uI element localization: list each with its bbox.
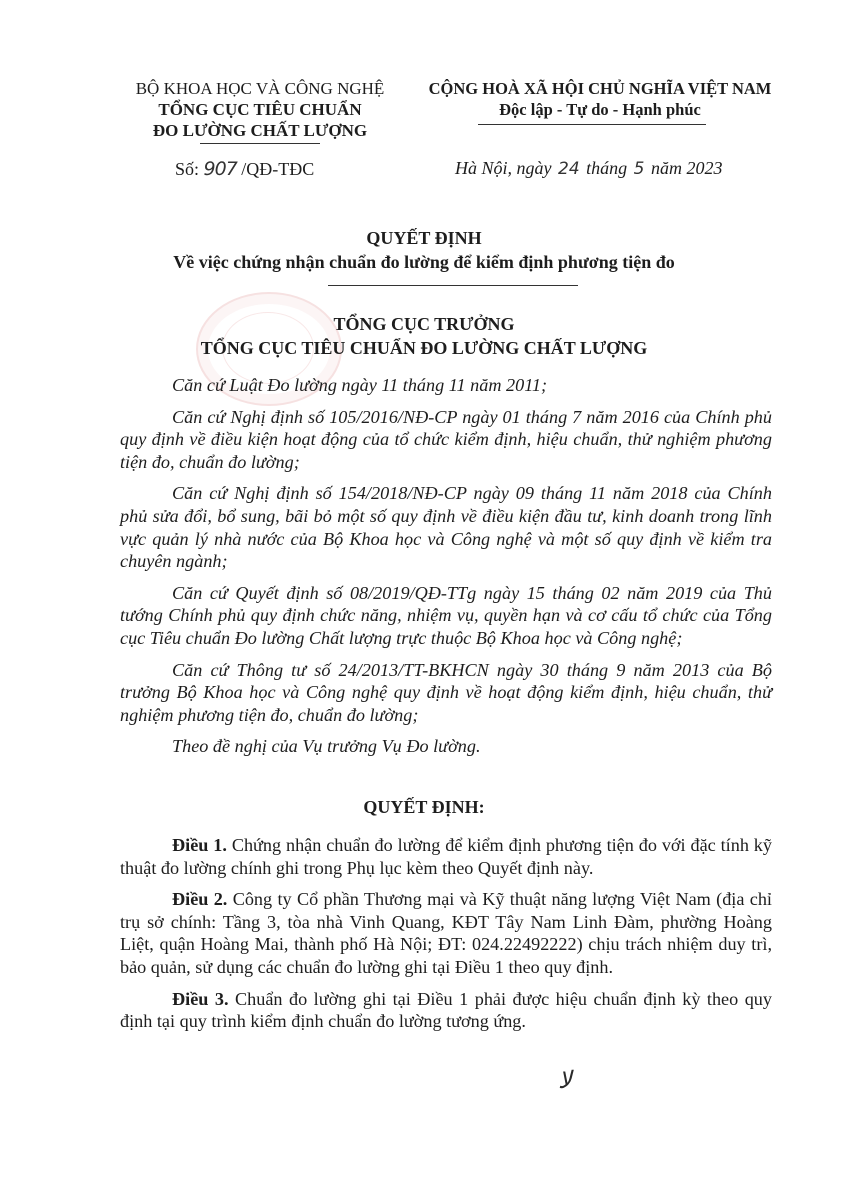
document-title: QUYẾT ĐỊNH xyxy=(366,228,482,248)
basis-paragraph: Căn cứ Nghị định số 154/2018/NĐ-CP ngày 09 tháng 11 năm 2018 của Chính phủ sửa đổi, bổ sung, bãi bỏ một số quy định về điều kiện đầu tư, kinh doanh trong lĩnh vực quản lý nhà nước của Bộ Khoa học và Công nghệ và một số quy định về kiểm tra chuyên ngành; xyxy=(120,483,772,572)
date-month: 5 xyxy=(633,159,645,179)
agency-name-line1: TỔNG CỤC TIÊU CHUẨN xyxy=(158,100,362,119)
issuer-block xyxy=(110,78,410,141)
document-number xyxy=(175,158,314,180)
article-text: Chứng nhận chuẩn đo lường để kiểm định phương tiện đo với đặc tính kỹ thuật đo lường chính ghi trong Phụ lục kèm theo Quyết định này. xyxy=(120,835,772,878)
article-label: Điều 1. xyxy=(172,835,227,855)
date-day: 24 xyxy=(558,159,580,179)
basis-paragraph: Căn cứ Thông tư số 24/2013/TT-BKHCN ngày 30 tháng 9 năm 2013 của Bộ trưởng Bộ Khoa học và Công nghệ quy định về hoạt động kiểm định, hiệu chuẩn, thử nghiệm phương tiện đo, chuẩn đo lường; xyxy=(120,659,772,725)
article-1 xyxy=(120,834,772,879)
agency-name-line2: ĐO LƯỜNG CHẤT LƯỢNG xyxy=(152,121,368,140)
number-prefix: Số: xyxy=(175,159,200,179)
date-year: năm 2023 xyxy=(650,158,723,178)
article-label: Điều 2. xyxy=(172,889,228,910)
article-label: Điều 3. xyxy=(172,988,229,1009)
issue-date xyxy=(455,158,722,179)
motto-underline xyxy=(478,124,706,125)
decision-heading: QUYẾT ĐỊNH: xyxy=(363,797,485,817)
article-text: Chuẩn đo lường ghi tại Điều 1 phải được hiệu chuẩn định kỳ theo quy định tại quy trình kiểm định chuẩn đo lường tương ứng. xyxy=(120,988,772,1032)
issuer-underline xyxy=(200,143,320,144)
document-subtitle: Về việc chứng nhận chuẩn đo lường để kiểm định phương tiện đo xyxy=(173,252,675,272)
article-text: Công ty Cổ phần Thương mại và Kỹ thuật năng lượng Việt Nam (địa chỉ trụ sở chính: Tầng 3, tòa nhà Vinh Quang, KĐT Tây Nam Linh Đàm, phường Hoàng Liệt, quận Hoàng Mai, thành phố Hà Nội; ĐT: 024.22492222) chịu trách nhiệm duy trì, bảo quản, sử dụng các chuẩn đo lường ghi tại Điều 1 theo quy định. xyxy=(120,889,772,977)
motto: Độc lập - Tự do - Hạnh phúc xyxy=(499,100,701,119)
national-motto-block xyxy=(415,78,785,120)
articles-section xyxy=(120,834,772,1033)
authority-agency: TỔNG CỤC TIÊU CHUẨN ĐO LƯỜNG CHẤT LƯỢNG xyxy=(200,338,648,358)
handwritten-initial: ﻻ xyxy=(558,1066,572,1094)
basis-paragraph: Căn cứ Quyết định số 08/2019/QĐ-TTg ngày 15 tháng 02 năm 2019 của Thủ tướng Chính phủ quy định chức năng, nhiệm vụ, quyền hạn và cơ cấu tổ chức của Tổng cục Tiêu chuẩn Đo lường Chất lượng trực thuộc Bộ Khoa học và Công nghệ; xyxy=(120,582,772,648)
article-2 xyxy=(120,888,772,978)
date-prefix: Hà Nội, ngày xyxy=(455,158,552,178)
basis-paragraph: Căn cứ Luật Đo lường ngày 11 tháng 11 năm 2011; xyxy=(172,375,548,395)
handwritten-number: 907 xyxy=(203,158,237,180)
ministry-name: BỘ KHOA HỌC VÀ CÔNG NGHỆ xyxy=(135,79,385,98)
date-month-word: tháng xyxy=(586,158,628,178)
number-suffix: /QĐ-TĐC xyxy=(241,159,315,179)
legal-basis-section xyxy=(120,374,772,758)
country-name: CỘNG HOÀ XÃ HỘI CHỦ NGHĨA VIỆT NAM xyxy=(428,79,772,98)
basis-paragraph: Căn cứ Nghị định số 105/2016/NĐ-CP ngày 01 tháng 7 năm 2016 của Chính phủ quy định về điều kiện hoạt động của tổ chức kiểm định, hiệu chuẩn, thử nghiệm phương tiện đo, chuẩn đo lường; xyxy=(120,406,772,472)
basis-paragraph: Theo đề nghị của Vụ trưởng Vụ Đo lường. xyxy=(172,736,481,757)
title-underline xyxy=(328,285,578,286)
article-3 xyxy=(120,988,772,1033)
authority-title: TỔNG CỤC TRƯỞNG xyxy=(333,314,515,334)
